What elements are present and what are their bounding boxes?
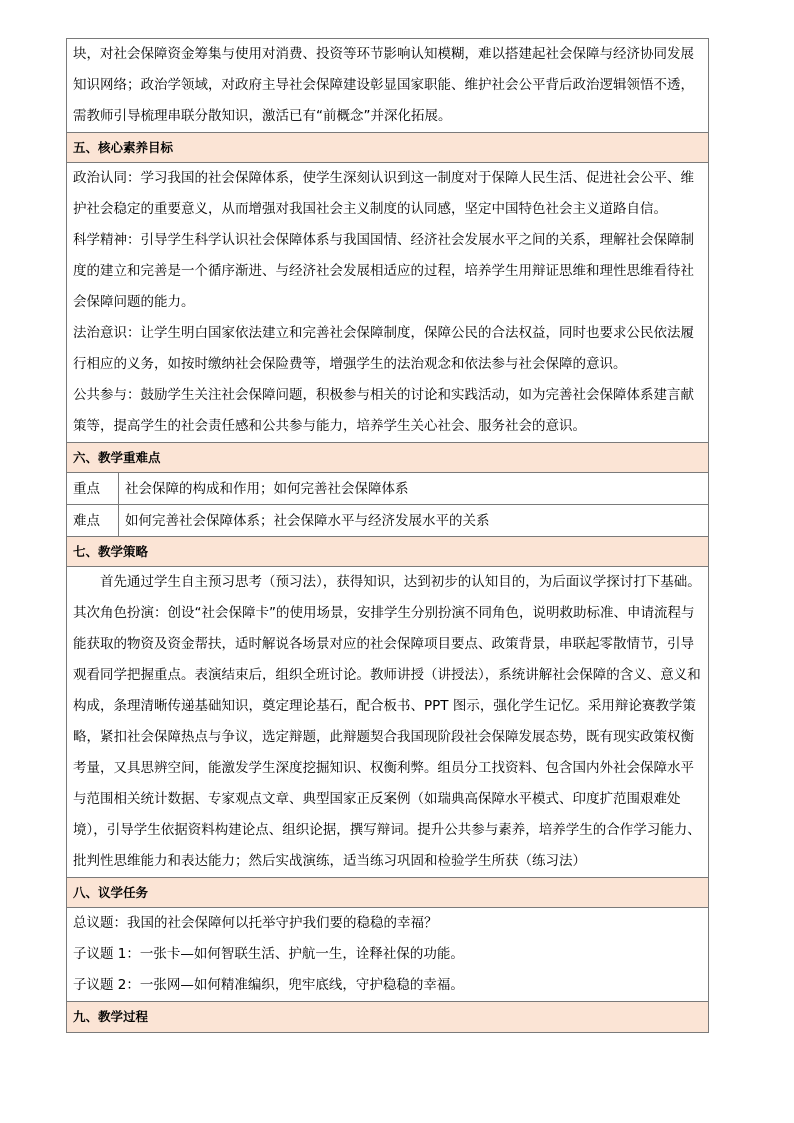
intro-paragraph: 块，对社会保障资金筹集与使用对消费、投资等环节影响认知模糊，难以搭建起社会保障与经济协同发展知识网络；政治学领域，对政府主导社会保障建设彰显国家职能、维护社会公平背后政治逻辑领悟不透，需教师引导梳理串联分散知识，激活已有“前概念”并深化拓展。 (73, 46, 694, 124)
section-header-key-difficult-points: 六、教学重难点 (67, 443, 708, 473)
section-header-teaching-process: 九、教学过程 (67, 1002, 708, 1032)
competency-rule-of-law: 法治意识：让学生明白国家依法建立和完善社会保障制度，保障公民的合法权益，同时也要求公民依法履行相应的义务，如按时缴纳社会保险费等，增强学生的法治观念和依法参与社会保障的意识。 (73, 325, 694, 372)
teaching-strategy-paragraph: 首先通过学生自主预习思考（预习法），获得知识，达到初步的认知目的，为后面议学探讨打下基础。其次角色扮演：创设“社会保障卡”的使用场景，安排学生分别扮演不同角色，说明救助标准、申请流程与能获取的物资及资金帮扶，适时解说各场景对应的社会保障项目要点、政策背景，串联起零散情节，引导观看同学把握重点。表演结束后，组织全班讨论。教师讲授（讲授法），系统讲解社会保障的含义、意义和构成，条理清晰传递基础知识，奠定理论基石，配合板书、PPT 图示，强化学生记忆。采用辩论赛教学策略，紧扣社会保障热点与争议，选定辩题，此辩题契合我国现阶段社会保障发展态势，既有现实政策权衡考量，又具思辨空间，能激发学生深度挖掘知识、权衡利弊。组员分工找资料、包含国内外社会保障水平与范围相关统计数据、专家观点文章、典型国家正反案例（如瑞典高保障水平模式、印度扩范围艰难处境），引导学生依据资料构建论点、组织论据，撰写辩词。提升公共参与素养，培养学生的合作学习能力、批判性思维能力和表达能力；然后实战演练，适当练习巩固和检验学生所获（练习法） (73, 574, 701, 869)
difficult-point-row (67, 505, 708, 537)
intro-section (67, 39, 708, 133)
discussion-tasks-content (67, 908, 708, 1002)
section-header-core-competency: 五、核心素养目标 (67, 133, 708, 163)
teaching-strategy-content (67, 567, 708, 878)
key-point-label: 重点 (67, 473, 119, 504)
core-competency-content (67, 163, 708, 443)
main-topic: 总议题：我国的社会保障何以托举守护我们要的稳稳的幸福？ (73, 915, 438, 931)
competency-scientific-spirit: 科学精神：引导学生科学认识社会保障体系与我国国情、经济社会发展水平之间的关系，理解社会保障制度的建立和完善是一个循序渐进、与经济社会发展相适应的过程，培养学生用辩证思维和理性思维看待社会保障问题的能力。 (73, 232, 694, 310)
key-point-value: 社会保障的构成和作用；如何完善社会保障体系 (125, 481, 409, 497)
competency-political-identity: 政治认同：学习我国的社会保障体系，使学生深刻认识到这一制度对于保障人民生活、促进社会公平、维护社会稳定的重要意义，从而增强对我国社会主义制度的认同感，坚定中国特色社会主义道路自信。 (73, 170, 694, 217)
sub-topic-2: 子议题 2：一张网—如何精准编织，兜牢底线，守护稳稳的幸福。 (73, 977, 464, 993)
lesson-plan-table (66, 38, 709, 1033)
section-header-teaching-strategy: 七、教学策略 (67, 537, 708, 567)
difficult-point-value: 如何完善社会保障体系；社会保障水平与经济发展水平的关系 (125, 513, 490, 529)
competency-public-participation: 公共参与：鼓励学生关注社会保障问题，积极参与相关的讨论和实践活动，如为完善社会保障体系建言献策等，提高学生的社会责任感和公共参与能力，培养学生关心社会、服务社会的意识。 (73, 387, 694, 434)
sub-topic-1: 子议题 1：一张卡—如何智联生活、护航一生，诠释社保的功能。 (73, 946, 464, 962)
key-point-row (67, 473, 708, 505)
section-header-discussion-tasks: 八、议学任务 (67, 878, 708, 908)
difficult-point-label: 难点 (67, 505, 119, 536)
